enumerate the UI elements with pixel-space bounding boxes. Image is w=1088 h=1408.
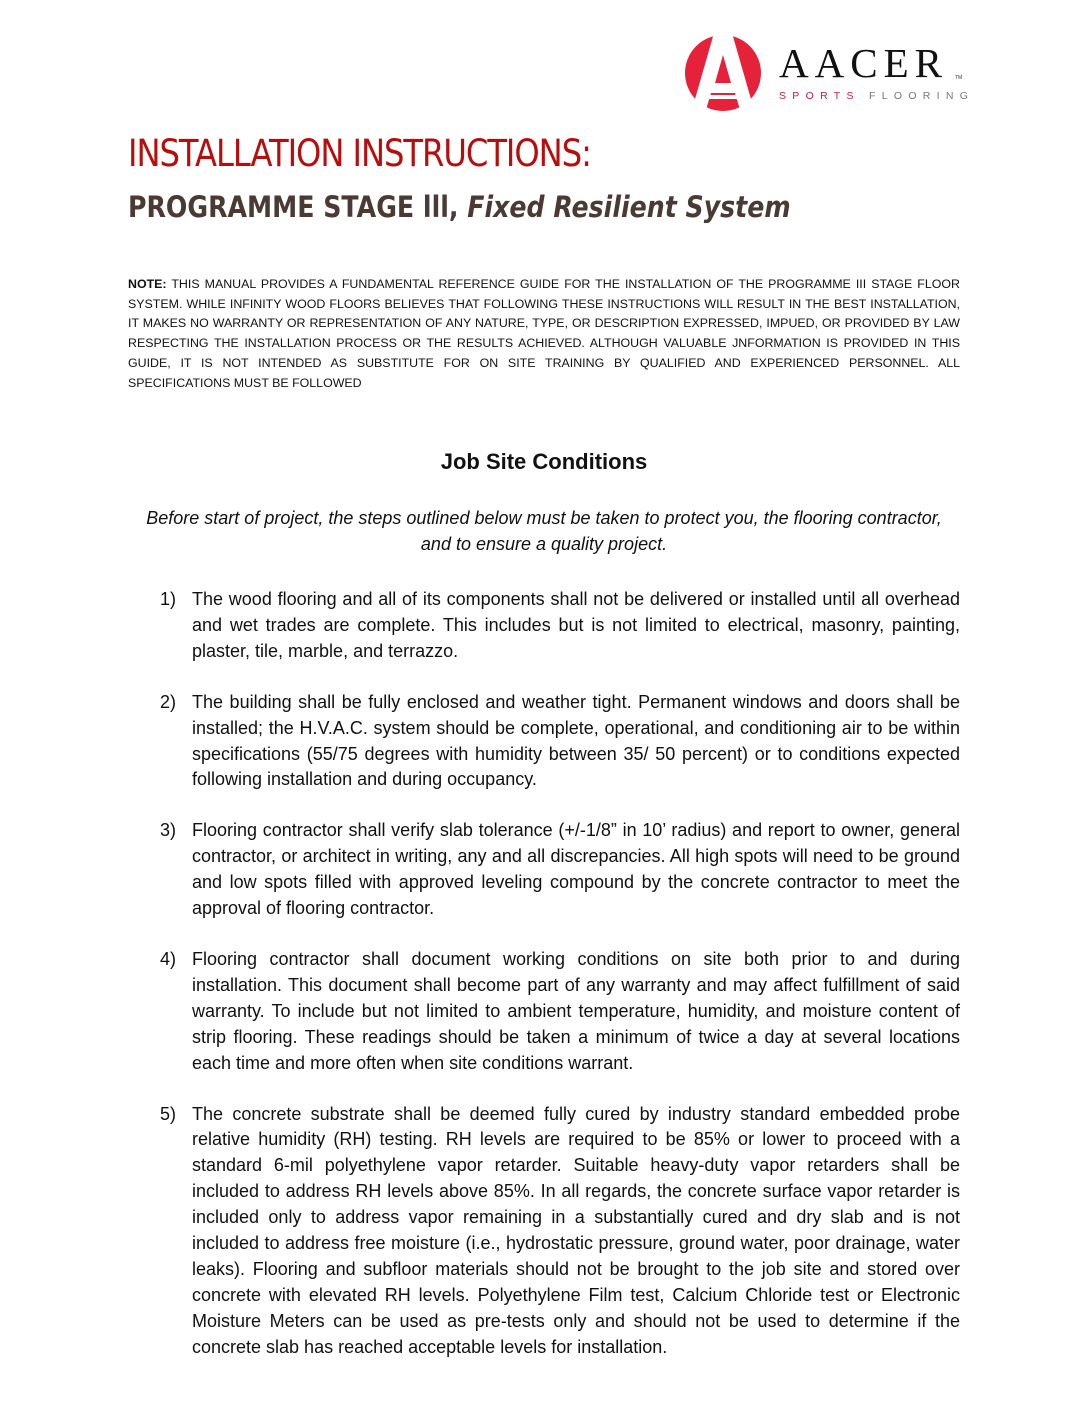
list-item — [160, 818, 960, 922]
subtitle-italic: Fixed Resilient System — [467, 190, 791, 224]
logo-tagline-sports: SPORTS — [779, 90, 860, 102]
logo-tagline-flooring: FLOORING — [869, 90, 975, 102]
aacer-a-logo-icon — [683, 33, 763, 113]
document-subtitle — [128, 192, 791, 224]
step-text: Flooring contractor shall verify slab tolerance (+/-1/8” in 10’ radius) and report to owner, general contractor, or architect in writing, any and all discrepancies. All high spots will need to be ground and low spots filled with approved leveling compound by the concrete contractor to meet the approval of flooring contractor. — [192, 820, 960, 919]
subtitle-main: PROGRAMME STAGE lll, — [128, 190, 468, 224]
step-number: 3) — [160, 820, 177, 841]
step-number: 4) — [160, 948, 177, 969]
step-text: The wood flooring and all of its components shall not be delivered or installed until all overhead and wet trades are complete. This includes but is not limited to electrical, masonry, painting, plaster, tile, marble, and terrazzo. — [192, 589, 960, 661]
logo-tagline — [779, 91, 974, 102]
document-title: INSTALLATION INSTRUCTIONS: — [128, 132, 591, 175]
list-item — [160, 587, 960, 665]
step-number: 2) — [160, 691, 177, 712]
note-label: NOTE: — [128, 277, 167, 291]
step-number: 1) — [160, 589, 177, 609]
logo-trademark: TM — [955, 75, 963, 81]
logo-wordmark: AACER — [779, 40, 948, 86]
list-item — [160, 947, 960, 1077]
aacer-logo — [683, 33, 973, 113]
section-heading: Job Site Conditions — [440, 449, 648, 474]
step-text: Flooring contractor shall document working conditions on site both prior to and during installation. This document shall become part of any warranty and may affect fulfillment of said warranty. To include but not limited to ambient temperature, humidity, and moisture content of strip flooring. These readings should be taken a minimum of twice a day at several locations each time and more often when site conditions warrant. — [192, 948, 960, 1073]
step-text: The building shall be fully enclosed and weather tight. Permanent windows and doors shall be installed; the H.V.A.C. system should be complete, operational, and conditioning air to be within specifications (55/75 degrees with humidity between 35/ 50 percent) or to conditions expected following installation and during occupancy. — [192, 691, 960, 790]
note-text: THIS MANUAL PROVIDES A FUNDAMENTAL REFERENCE GUIDE FOR THE INSTALLATION OF THE PROGRAMME III STAGE FLOOR SYSTEM. WHILE INFINITY WOOD FLOORS BELIEVES THAT FOLLOWING THESE INSTRUCTIONS WILL RESULT IN THE BEST INSTALLATION, IT MAKES NO WARRANTY OR REPRESENTATION OF ANY NATURE, TYPE, OR DESCRIPTION EXPRESSED, IMPUED, OR PROVIDED BY LAW RESPECTING THE INSTALLATION PROCESS OR THE RESULTS ACHIEVED. ALTHOUGH VALUABLE JNFORMATION IS PROVIDED IN THIS GUIDE, IT IS NOT INTENDED AS SUBSTITUTE FOR ON SITE TRAINING BY QUALIFIED AND EXPERIENCED PERSONNEL. ALL SPECIFICATIONS MUST BE FOLLOWED — [128, 277, 960, 390]
list-item — [160, 1102, 960, 1361]
section-intro: Before start of project, the steps outlined below must be taken to protect you, the flooring contractor, and to ensure a quality project. — [146, 508, 942, 554]
steps-list — [160, 587, 960, 1361]
step-text: The concrete substrate shall be deemed fully cured by industry standard embedded probe relative humidity (RH) testing. RH levels are required to be 85% or lower to proceed with a standard 6-mil polyethylene vapor retarder. Suitable heavy-duty vapor retarders shall be included to address RH levels above 85%. In all regards, the concrete surface vapor retarder is included only to address vapor remaining in a substantially cured and dry slab and is not included to address free moisture (i.e., hydrostatic pressure, ground water, poor drainage, water leaks). Flooring and subfloor materials should not be brought to the job site and stored over concrete with elevated RH levels. Polyethylene Film test, Calcium Chloride test or Electronic Moisture Meters can be used as pre-tests only and should not be used to determine if the concrete slab has reached acceptable levels for installation. — [192, 1103, 960, 1357]
step-number: 5) — [160, 1103, 177, 1124]
disclaimer-note — [128, 275, 960, 393]
list-item — [160, 690, 960, 794]
